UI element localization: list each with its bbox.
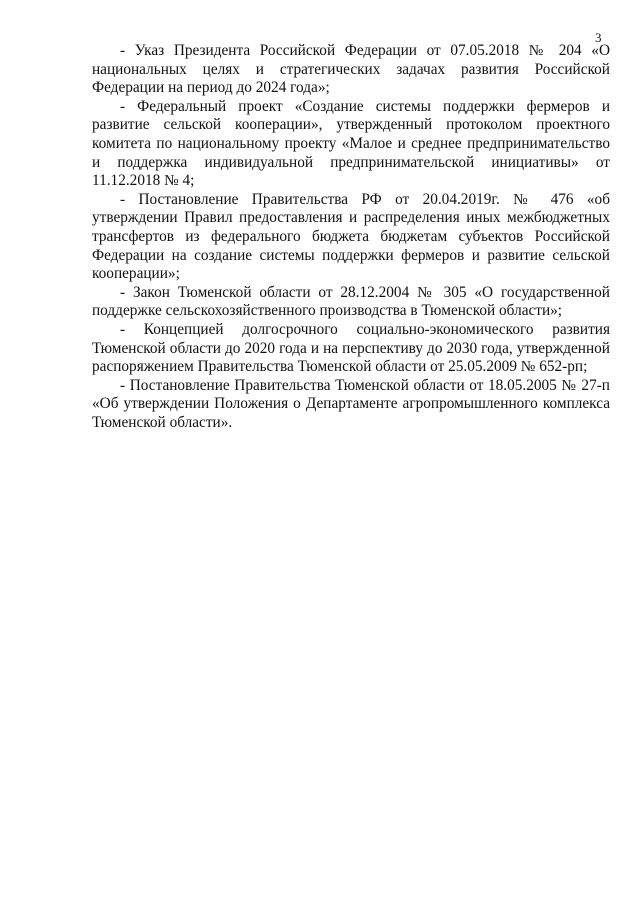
page-number: 3 xyxy=(595,30,602,45)
document-body xyxy=(92,42,610,432)
paragraph-tyumen-resolution: - Постановление Правительства Тюменской области от 18.05.2005 № 27-п «Об утверждении Положения о Департаменте агропромышленного комплекса Тюменской области». xyxy=(92,376,610,431)
paragraph-federal-project: - Федеральный проект «Создание системы поддержки фермеров и развитие сельской кооперации», утвержденный протоколом проектного комитета по национальному проекту «Малое и среднее предпринимательство и поддержка индивидуальной предпринимательской инициативы» от 11.12.2018 № 4; xyxy=(92,97,610,190)
paragraph-development-concept: - Концепцией долгосрочного социально-экономического развития Тюменской области до 2020 года и на перспективу до 2030 года, утвержденной распоряжением Правительства Тюменской области от 25.05.2009 № 652-рп; xyxy=(92,320,610,376)
paragraph-government-resolution: - Постановление Правительства РФ от 20.04.2019г. № 476 «об утверждении Правил предоставления и распределения иных межбюджетных трансфертов из федерального бюджета бюджетам субъектов Российской Федерации на создание системы поддержки фермеров и развитие сельской кооперации»; xyxy=(92,190,610,283)
paragraph-presidential-decree: - Указ Президента Российской Федерации от 07.05.2018 № 204 «О национальных целях и стратегических задачах развития Российской Федерации на период до 2024 года»; xyxy=(92,42,610,97)
paragraph-tyumen-law: - Закон Тюменской области от 28.12.2004 № 305 «О государственной поддержке сельскохозяйственного производства в Тюменской области»; xyxy=(92,283,610,320)
